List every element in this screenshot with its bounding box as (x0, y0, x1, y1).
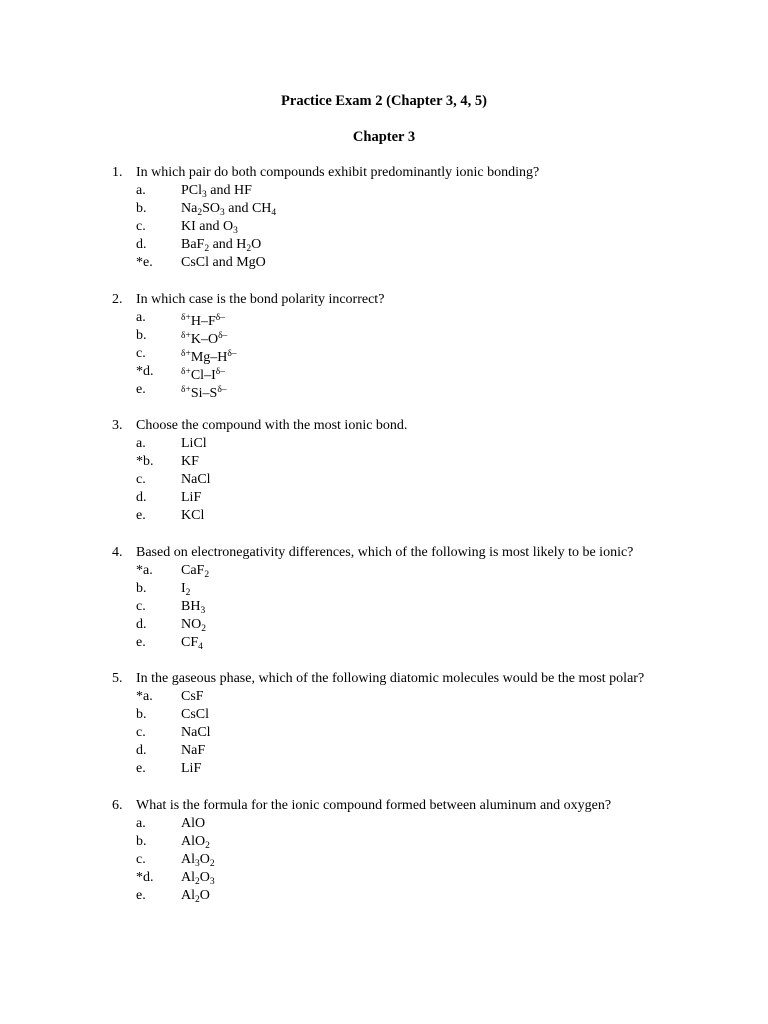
superscript: δ+ (181, 330, 191, 341)
option-letter: d. (136, 237, 147, 252)
formula-text: AlO (181, 815, 206, 831)
answer-options (0, 182, 768, 272)
question-6 (0, 797, 768, 905)
answer-option (0, 200, 768, 218)
question-1 (0, 164, 768, 272)
answer-options (0, 562, 768, 652)
subscript: 2 (205, 840, 210, 851)
formula-text: Al (181, 851, 195, 867)
question-stem (0, 670, 768, 688)
answer-option (0, 634, 768, 652)
option-letter: c. (136, 345, 146, 361)
option-letter: *d. (136, 363, 154, 379)
formula-text: O (199, 869, 210, 885)
question-text: Choose the compound with the most ionic bond. (136, 418, 408, 433)
option-letter: a. (136, 436, 146, 451)
question-text: What is the formula for the ionic compound formed between aluminum and oxygen? (136, 797, 612, 813)
option-letter: *b. (136, 454, 154, 469)
formula-text: Al (181, 869, 195, 885)
subscript: 4 (271, 208, 277, 218)
option-text (181, 453, 199, 471)
formula-text: AlO (181, 833, 206, 849)
option-letter: c. (136, 851, 146, 867)
subscript: 3 (202, 190, 207, 200)
answer-option (0, 363, 768, 381)
option-text (181, 471, 211, 489)
formula-text: O (251, 237, 262, 252)
option-letter: e. (136, 381, 146, 397)
superscript: δ– (215, 366, 225, 377)
answer-options (0, 435, 768, 525)
option-letter: b. (136, 327, 147, 343)
superscript: δ– (215, 312, 225, 323)
option-letter: c. (136, 219, 146, 234)
option-letter: e. (136, 508, 146, 523)
answer-options (0, 688, 768, 778)
answer-option (0, 869, 768, 887)
formula-text: NaF (181, 743, 206, 758)
question-text: Based on electronegativity differences, which of the following is most likely to be ionic? (136, 544, 634, 560)
option-letter: d. (136, 490, 147, 505)
question-stem (0, 544, 768, 562)
question-number: 2. (112, 291, 123, 307)
formula-text: O (199, 887, 210, 903)
option-letter: *e. (136, 255, 153, 270)
formula-text: CsF (181, 689, 204, 704)
subscript: 3 (200, 605, 206, 616)
question-number: 5. (112, 671, 123, 686)
formula-text: Si–S (190, 385, 218, 401)
answer-option (0, 345, 768, 363)
formula-text: O (199, 851, 210, 867)
option-letter: e. (136, 761, 146, 776)
answer-option (0, 815, 768, 833)
option-text (181, 724, 211, 742)
formula-text: CaF (181, 562, 205, 578)
question-text: In which case is the bond polarity incorrect? (136, 291, 385, 307)
question-text: In which pair do both compounds exhibit predominantly ionic bonding? (136, 165, 540, 180)
formula-text: KF (181, 454, 199, 469)
subscript: 2 (209, 858, 215, 869)
superscript: δ+ (181, 348, 191, 359)
formula-text: KCl (181, 508, 205, 523)
answer-option (0, 760, 768, 778)
formula-text: H–F (190, 313, 216, 329)
option-letter: b. (136, 707, 147, 722)
answer-option (0, 833, 768, 851)
answer-option (0, 218, 768, 236)
question-stem (0, 797, 768, 815)
formula-text: KI and O (181, 219, 234, 234)
answer-option (0, 182, 768, 200)
question-4 (0, 544, 768, 652)
option-text (181, 688, 204, 706)
answer-option (0, 688, 768, 706)
option-text (181, 706, 209, 724)
option-letter: *a. (136, 562, 153, 578)
answer-options (0, 815, 768, 905)
option-letter: e. (136, 887, 146, 903)
question-number: 3. (112, 418, 123, 433)
formula-text: and CH (224, 201, 272, 216)
option-text (181, 634, 203, 656)
question-3 (0, 417, 768, 525)
superscript: δ+ (181, 366, 191, 377)
option-text (181, 815, 205, 833)
formula-text: NO (181, 616, 202, 632)
question-stem (0, 417, 768, 435)
answer-option (0, 309, 768, 327)
subscript: 2 (197, 208, 203, 218)
question-5 (0, 670, 768, 778)
answer-option (0, 851, 768, 869)
formula-text: and H (209, 237, 247, 252)
answer-option (0, 598, 768, 616)
subscript: 2 (201, 623, 206, 634)
chapter-heading: Chapter 3 (352, 129, 416, 145)
option-text (181, 254, 266, 272)
option-letter: a. (136, 815, 146, 831)
answer-options (0, 309, 768, 399)
option-letter: *d. (136, 869, 154, 885)
option-text (181, 381, 227, 403)
option-letter: c. (136, 725, 146, 740)
question-number: 1. (112, 165, 123, 180)
formula-text: SO (202, 201, 220, 216)
option-letter: b. (136, 201, 147, 216)
option-text (181, 489, 201, 507)
superscript: δ+ (181, 384, 191, 395)
question-stem (0, 164, 768, 182)
question-2 (0, 291, 768, 399)
formula-text: and HF (206, 183, 252, 198)
subscript: 3 (219, 208, 225, 218)
question-stem (0, 291, 768, 309)
option-text (181, 507, 204, 525)
option-letter: c. (136, 472, 146, 487)
formula-text: NaCl (181, 472, 211, 487)
subscript: 3 (195, 858, 200, 869)
superscript: δ– (227, 348, 237, 359)
answer-option (0, 471, 768, 489)
option-letter: a. (136, 309, 146, 325)
subscript: 2 (185, 587, 191, 598)
option-text (181, 760, 201, 778)
answer-option (0, 580, 768, 598)
subscript: 2 (204, 569, 210, 580)
question-text: In the gaseous phase, which of the following diatomic molecules would be the most polar? (136, 671, 645, 686)
subscript: 2 (204, 244, 210, 254)
superscript: δ+ (181, 312, 191, 323)
answer-option (0, 489, 768, 507)
option-letter: d. (136, 743, 147, 758)
answer-option (0, 507, 768, 525)
formula-text: BH (181, 598, 201, 614)
option-text (181, 887, 210, 909)
answer-option (0, 887, 768, 905)
formula-text: CF (181, 634, 199, 650)
formula-text: CsCl (181, 707, 210, 722)
question-number: 4. (112, 544, 123, 560)
answer-option (0, 435, 768, 453)
question-list (0, 164, 768, 923)
formula-text: Al (181, 887, 195, 903)
answer-option (0, 724, 768, 742)
answer-option (0, 616, 768, 634)
formula-text: K–O (190, 331, 219, 347)
question-number: 6. (112, 797, 123, 813)
document-title: Practice Exam 2 (Chapter 3, 4, 5) (281, 93, 487, 109)
answer-option (0, 254, 768, 272)
subscript: 3 (233, 226, 238, 236)
formula-text: BaF (181, 237, 205, 252)
option-letter: *a. (136, 689, 153, 704)
answer-option (0, 562, 768, 580)
answer-option (0, 327, 768, 345)
answer-option (0, 706, 768, 724)
formula-text: Cl–I (190, 367, 216, 383)
formula-text: Na (181, 201, 198, 216)
subscript: 4 (198, 641, 203, 652)
subscript: 2 (246, 244, 252, 254)
formula-text: I (181, 580, 186, 596)
answer-option (0, 742, 768, 760)
option-letter: c. (136, 598, 146, 614)
superscript: δ– (217, 384, 227, 395)
answer-option (0, 453, 768, 471)
superscript: δ– (218, 330, 228, 341)
formula-text: PCl (181, 183, 203, 198)
subscript: 3 (209, 876, 215, 887)
formula-text: LiCl (181, 436, 207, 451)
formula-text: LiF (181, 490, 202, 505)
option-letter: a. (136, 183, 146, 198)
answer-option (0, 236, 768, 254)
option-letter: b. (136, 580, 147, 596)
formula-text: Mg–H (190, 349, 228, 365)
option-letter: e. (136, 634, 146, 650)
formula-text: LiF (181, 761, 202, 776)
subscript: 2 (195, 894, 200, 905)
subscript: 2 (195, 876, 200, 887)
answer-option (0, 381, 768, 399)
option-text (181, 742, 205, 760)
formula-text: NaCl (181, 725, 211, 740)
formula-text: CsCl and MgO (181, 255, 266, 270)
option-letter: d. (136, 616, 147, 632)
option-letter: b. (136, 833, 147, 849)
option-text (181, 435, 207, 453)
